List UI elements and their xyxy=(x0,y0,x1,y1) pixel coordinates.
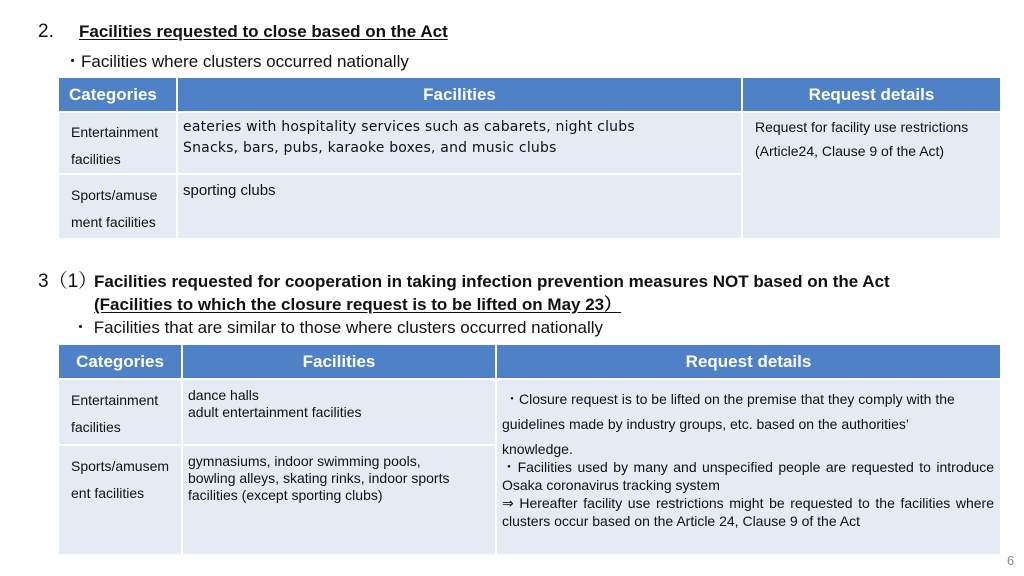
table-header-categories: Categories xyxy=(59,345,181,378)
category-label: facilities xyxy=(71,419,121,435)
section-2-number: 2. xyxy=(38,21,54,42)
category-label: Sports/amusem xyxy=(71,458,170,474)
facility-item: facilities (except sporting clubs) xyxy=(188,487,383,503)
request-detail-text: Request for facility use restrictions xyxy=(755,119,969,135)
section-3-subtitle-lifted: (Facilities to which the closure request is to be lifted on May 23） xyxy=(94,295,622,314)
table-row xyxy=(59,446,181,554)
facility-item: Snacks, bars, pubs, karaoke boxes, and music clubs xyxy=(183,140,557,156)
table-header-facilities: Facilities xyxy=(183,345,495,378)
section-3-number: 3（1） xyxy=(38,271,98,292)
request-detail-text: (Article24, Clause 9 of the Act) xyxy=(755,143,945,159)
category-label: Entertainment xyxy=(71,392,159,408)
request-detail-text: guidelines made by industry groups, etc. based on the authorities’ xyxy=(502,416,910,432)
request-detail-text: knowledge. xyxy=(502,441,573,457)
facility-item: bowling alleys, skating rinks, indoor sports xyxy=(188,470,450,486)
facility-item: adult entertainment facilities xyxy=(188,404,362,420)
section-2-subtitle: ・Facilities where clusters occurred nationally xyxy=(64,52,409,71)
facility-item: eateries with hospitality services such as cabarets, night clubs xyxy=(183,119,635,135)
table-row xyxy=(59,113,176,173)
request-details-cell xyxy=(743,113,1000,238)
facility-item: gymnasiums, indoor swimming pools, xyxy=(188,453,421,469)
facilities-cell xyxy=(183,446,495,554)
request-details-cell xyxy=(497,380,1000,554)
facilities-cell xyxy=(183,380,495,444)
table-header-request-details: Request details xyxy=(497,345,1000,378)
category-label: facilities xyxy=(71,151,121,167)
facility-item: dance halls xyxy=(188,387,259,403)
table-header-request-details: Request details xyxy=(743,78,1000,111)
table-row xyxy=(59,175,176,238)
table-header-facilities: Facilities xyxy=(178,78,741,111)
category-label: ent facilities xyxy=(71,485,145,501)
category-label: ment facilities xyxy=(71,214,156,230)
category-label: Entertainment xyxy=(71,124,159,140)
section-2-title: Facilities requested to close based on the Act xyxy=(79,22,448,41)
facilities-cell xyxy=(178,175,741,238)
request-detail-text: ・Closure request is to be lifted on the premise that they comply with the xyxy=(505,391,955,407)
page-number: 6 xyxy=(1007,553,1015,568)
table-header-categories: Categories xyxy=(59,78,176,111)
request-detail-text: ⇒ Hereafter facility use restrictions might be requested to the facilities where clusters occur based on the Article 24, Clause 9 of the Act xyxy=(502,495,994,529)
table-row xyxy=(59,380,181,444)
section-3-title: Facilities requested for cooperation in taking infection prevention measures NOT based on the Act xyxy=(94,272,890,291)
category-label: Sports/amuse xyxy=(71,187,158,203)
facilities-cell xyxy=(178,113,741,173)
request-detail-text: ・Facilities used by many and unspecified people are requested to introduce Osaka coronavirus tracking system xyxy=(502,459,994,493)
section-3-subtitle: ・ Facilities that are similar to those where clusters occurred nationally xyxy=(72,318,603,337)
facility-item: sporting clubs xyxy=(183,182,276,199)
